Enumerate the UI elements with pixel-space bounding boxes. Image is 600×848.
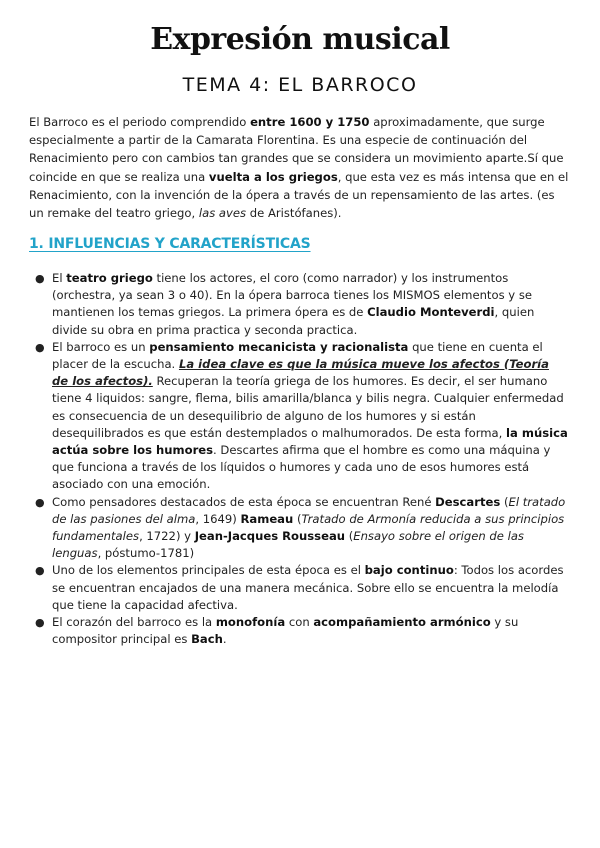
item-italic: Tratado de Armonía reducida a sus principios fundamentales: [52, 511, 565, 544]
item-text: Recuperan la teoría griega de los humores. Es decir, el ser humano tiene 4 liquidos: sangre, flema, bilis amarilla/blanca y bilis negra. Cualquier enfermedad es consecuencia de un desequilibrio de alguno de los humores y si están desequilibrados es que están destemplados o malhumorados. De esta forma,: [52, 374, 564, 440]
bullet-icon: ●: [35, 495, 45, 509]
item-text: y su compositor principal es: [52, 615, 519, 647]
intro-paragraph: [29, 113, 569, 222]
bullet-list: [29, 270, 569, 648]
item-bold: Descartes: [435, 494, 501, 509]
item-bold: la música actúa sobre los humores: [52, 425, 568, 458]
bullet-icon: ●: [35, 272, 45, 285]
item-text: , póstumo-1781): [97, 546, 195, 561]
item-text: : Todos los acordes se encuentran encajados de una manera mecánica. Sobre ello se encuentra la melodía que tiene la capacidad afectiva.: [52, 563, 564, 612]
item-italic: Ensayo sobre el origen de las lenguas: [52, 529, 524, 561]
intro-text: El Barroco es el periodo comprendido: [29, 115, 251, 129]
page-subtitle: TEMA 4: EL BARROCO: [182, 74, 418, 96]
item-bold: Jean-Jacques Rousseau: [194, 529, 346, 544]
item-text: El barroco es un: [52, 339, 150, 354]
item-bold: acompañamiento armónico: [313, 615, 491, 630]
item-text: , 1649): [195, 511, 241, 526]
intro-bold-greeks: vuelta a los griegos: [208, 169, 338, 184]
item-text: .: [222, 632, 227, 647]
item-bold: Bach: [191, 632, 223, 647]
bullet-icon: ●: [35, 564, 45, 578]
list-item: [29, 614, 569, 648]
item-text: El corazón del barroco es la: [52, 615, 216, 630]
item-bold: monofonía: [215, 615, 286, 630]
item-text: , quien divide su obra en prima practica y seconda practica.: [52, 305, 535, 337]
list-item: [29, 562, 569, 614]
intro-bold-dates: entre 1600 y 1750: [250, 115, 370, 129]
item-text: que tiene en cuenta el placer de la escucha.: [52, 339, 543, 372]
item-text: (: [345, 529, 354, 544]
bullet-icon: ●: [35, 616, 45, 630]
item-text: Uno de los elementos principales de esta época es el: [52, 563, 365, 578]
intro-text: aproximadamente, que surge especialmente a partir de la Camarata Florentina. Es una especie de continuación del Renacimiento pero con cambios tan grandes que se considera un movimiento aparte.Sí que coincide en que se realiza una: [29, 115, 564, 184]
bullet-icon: ●: [35, 340, 45, 354]
intro-text: de Aristófanes).: [246, 206, 342, 221]
item-text: . Descartes afirma que el hombre es como una máquina y que funciona a través de los líquidos o humores y cada uno de esos humores está asociado con una emoción.: [52, 443, 551, 492]
list-item: [29, 494, 569, 563]
intro-italic-title: las aves: [198, 206, 247, 221]
key-idea: La idea clave es que la música mueve los afectos (Teoría de los afectos).: [52, 357, 549, 389]
item-text: (: [293, 511, 302, 526]
list-item: [29, 339, 569, 494]
page-title: Expresión musical: [150, 22, 450, 57]
item-bold: pensamiento mecanicista y racionalista: [149, 339, 409, 354]
intro-text: , que esta vez es más intensa que en el Renacimiento, con la invención de la ópera a través de un repensamiento de las artes. (es un remake del teatro griego,: [29, 169, 569, 221]
item-text: , 1722) y: [139, 529, 195, 544]
list-item: [29, 270, 569, 339]
item-bold: Rameau: [240, 511, 294, 526]
item-italic: El tratado de las pasiones del alma: [52, 494, 566, 526]
item-bold: bajo continuo: [364, 563, 454, 578]
item-bold: teatro griego: [66, 271, 153, 285]
item-text: (: [500, 494, 509, 509]
item-bold: Claudio Monteverdi: [367, 305, 495, 320]
item-text: El: [52, 271, 67, 285]
item-text: con: [285, 615, 314, 630]
item-text: tiene los actores, el coro (como narrador) y los instrumentos (orchestra, ya sean 3 o 40). En la ópera barroca tienes los MISMOS elementos y se mantienen los temas griegos. La primera ópera es de: [52, 271, 533, 320]
section-heading: 1. INFLUENCIAS Y CARACTERÍSTICAS: [29, 236, 311, 252]
item-text: Como pensadores destacados de esta época se encuentran René: [52, 494, 436, 509]
